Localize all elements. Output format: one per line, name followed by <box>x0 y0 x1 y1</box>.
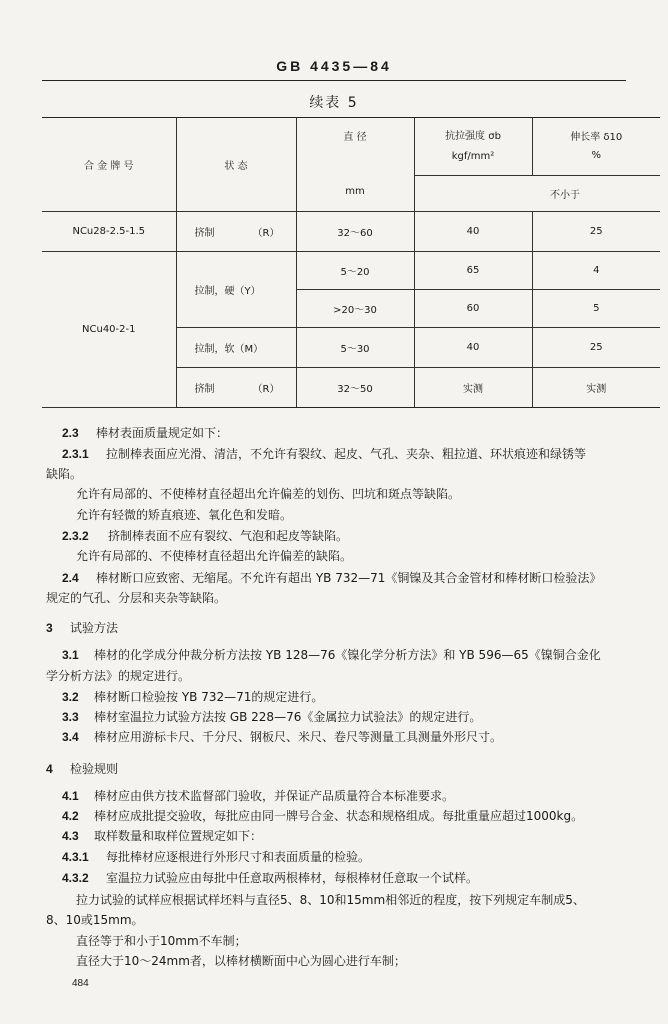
clause-number: 3.3 <box>62 710 79 724</box>
clause-text: 允许有轻微的矫直痕迹、氧化色和发暗。 <box>76 508 293 522</box>
table-cell-elongation: 4 <box>532 252 660 290</box>
header-not-less-than: 不小于 <box>414 176 660 212</box>
clause-line <box>0 464 668 484</box>
clause-line <box>0 910 668 930</box>
table-cell-diameter: 5～20 <box>296 252 414 290</box>
table-cell-alloy: NCu28-2.5-1.5 <box>42 212 176 252</box>
page-header: GB 4435—84 <box>276 58 392 74</box>
clause-number: 2.3.2 <box>62 529 89 543</box>
table-cell-tensile: 40 <box>414 328 532 368</box>
clause-text: 拉力试验的试样应根据试样坯料与直径5、8、10和15mm相邻近的程度，按下列规定车制成5、 <box>76 893 585 907</box>
clause-text: 学分析方法》的规定进行。 <box>46 669 191 683</box>
clause-line <box>0 687 668 707</box>
clause-text: 取样数量和取样位置规定如下： <box>94 829 263 843</box>
section-heading <box>0 759 668 779</box>
clause-line <box>0 666 668 686</box>
clause-line <box>0 826 668 846</box>
clause-text: 缺陷。 <box>46 467 83 481</box>
table-cell-elongation: 5 <box>532 290 660 328</box>
header-tensile <box>414 118 532 176</box>
clause-line <box>0 645 668 665</box>
header-rule <box>42 80 626 81</box>
clause-text: 挤制棒表面不应有裂纹、气泡和起皮等缺陷。 <box>108 529 349 543</box>
table-cell-diameter: >20～30 <box>296 290 414 328</box>
properties-table <box>42 117 660 408</box>
header-elongation-unit: % <box>591 149 601 161</box>
section-title: 检验规则 <box>70 762 119 776</box>
clause-line <box>0 444 668 464</box>
header-diameter <box>296 118 414 212</box>
table-cell-elongation: 25 <box>532 328 660 368</box>
table-cell-state <box>176 212 296 252</box>
state-name: 挤制 <box>194 228 215 239</box>
clause-line <box>0 505 668 525</box>
clause-number: 2.3 <box>62 426 79 440</box>
clause-text: 棒材应由供方技术监督部门验收，并保证产品质量符合本标准要求。 <box>94 789 455 803</box>
section-number: 3 <box>46 621 53 635</box>
clause-line <box>0 727 668 747</box>
table-cell-state <box>176 368 296 408</box>
table-cell-elongation: 实测 <box>532 368 660 408</box>
table-cell-tensile: 实测 <box>414 368 532 408</box>
table-cell-state: 拉制，软（M） <box>176 328 296 368</box>
clause-number: 4.3.1 <box>62 850 89 864</box>
table-caption: 续表 5 <box>309 95 359 111</box>
clause-text: 允许有局部的、不使棒材直径超出允许偏差的缺陷。 <box>76 549 353 563</box>
state-code: （R） <box>252 384 280 395</box>
clause-number: 3.4 <box>62 730 79 744</box>
header-elongation-label: 伸长率 δ10 <box>570 131 623 143</box>
clause-line <box>0 707 668 727</box>
clause-number: 2.3.1 <box>62 447 89 461</box>
clause-number: 2.4 <box>62 571 79 585</box>
clause-line <box>0 546 668 566</box>
table-cell-tensile: 40 <box>414 212 532 252</box>
clause-number: 4.2 <box>62 809 79 823</box>
table-cell-tensile: 65 <box>414 252 532 290</box>
clause-text: 直径等于和小于10mm不车制； <box>76 934 247 948</box>
clause-line <box>0 423 668 443</box>
section-heading <box>0 618 668 638</box>
header-diameter-label: 直 径 <box>343 131 367 143</box>
table-cell-elongation: 25 <box>532 212 660 252</box>
clause-text: 每批棒材应逐根进行外形尺寸和表面质量的检验。 <box>106 850 371 864</box>
clause-number: 4.3 <box>62 829 79 843</box>
header-state: 状 态 <box>176 118 296 212</box>
state-name: 挤制 <box>194 384 215 395</box>
table-cell-alloy: NCu40-2-1 <box>42 252 176 408</box>
clause-text: 拉制棒表面应光滑、清洁，不允许有裂纹、起皮、气孔、夹杂、粗拉道、环状痕迹和绿锈等 <box>106 447 587 461</box>
header-alloy: 合 金 牌 号 <box>42 118 176 212</box>
clause-text: 棒材室温拉力试验方法按 GB 228—76《金属拉力试验法》的规定进行。 <box>94 710 482 724</box>
clause-text: 棒材应成批提交验收，每批应由同一牌号合金、状态和规格组成。每批重量应超过1000kg。 <box>94 809 584 823</box>
clause-line <box>0 847 668 867</box>
header-diameter-unit: mm <box>345 185 365 197</box>
clause-text: 棒材的化学成分仲裁分析方法按 YB 128—76《镍化学分析方法》和 YB 596—65《镍铜合金化 <box>94 648 601 662</box>
table-cell-state: 拉制，硬（Y） <box>176 252 296 328</box>
clause-line <box>0 890 668 910</box>
clause-text: 允许有局部的、不使棒材直径超出允许偏差的划伤、凹坑和斑点等缺陷。 <box>76 487 461 501</box>
clause-line <box>0 931 668 951</box>
header-tensile-unit: kgf/mm² <box>451 150 495 162</box>
clause-text: 规定的气孔、分层和夹杂等缺陷。 <box>46 591 227 605</box>
clause-text: 室温拉力试验应由每批中任意取两根棒材，每根棒材任意取一个试样。 <box>106 871 479 885</box>
clause-text: 棒材断口检验按 YB 732—71的规定进行。 <box>94 690 324 704</box>
clause-number: 3.1 <box>62 648 79 662</box>
header-elongation <box>532 118 660 176</box>
section-title: 试验方法 <box>70 621 119 635</box>
clause-line <box>0 588 668 608</box>
clause-line <box>0 568 668 588</box>
table-cell-diameter: 32～50 <box>296 368 414 408</box>
table-cell-diameter: 5～30 <box>296 328 414 368</box>
clause-text: 棒材应用游标卡尺、千分尺、钢板尺、米尺、卷尺等测量工具测量外形尺寸。 <box>94 730 503 744</box>
clause-line <box>0 951 668 971</box>
section-number: 4 <box>46 762 53 776</box>
clause-number: 4.3.2 <box>62 871 89 885</box>
clause-text: 棒材断口应致密、无缩尾。不允许有超出 YB 732—71《铜镍及其合金管材和棒材断口检验法》 <box>96 571 602 585</box>
page-number: 484 <box>72 978 89 989</box>
clause-line <box>0 484 668 504</box>
clause-number: 4.1 <box>62 789 79 803</box>
clause-line <box>0 806 668 826</box>
clause-line <box>0 526 668 546</box>
header-tensile-label: 抗拉强度 σb <box>445 130 501 142</box>
clause-text: 8、10或15mm。 <box>46 913 144 927</box>
clause-number: 3.2 <box>62 690 79 704</box>
clause-text: 直径大于10～24mm者，以棒材横断面中心为圆心进行车制； <box>76 954 406 968</box>
table-cell-tensile: 60 <box>414 290 532 328</box>
state-code: （R） <box>252 228 280 239</box>
table-cell-diameter: 32～60 <box>296 212 414 252</box>
clause-text: 棒材表面质量规定如下： <box>96 426 229 440</box>
clause-line <box>0 786 668 806</box>
clause-line <box>0 868 668 888</box>
